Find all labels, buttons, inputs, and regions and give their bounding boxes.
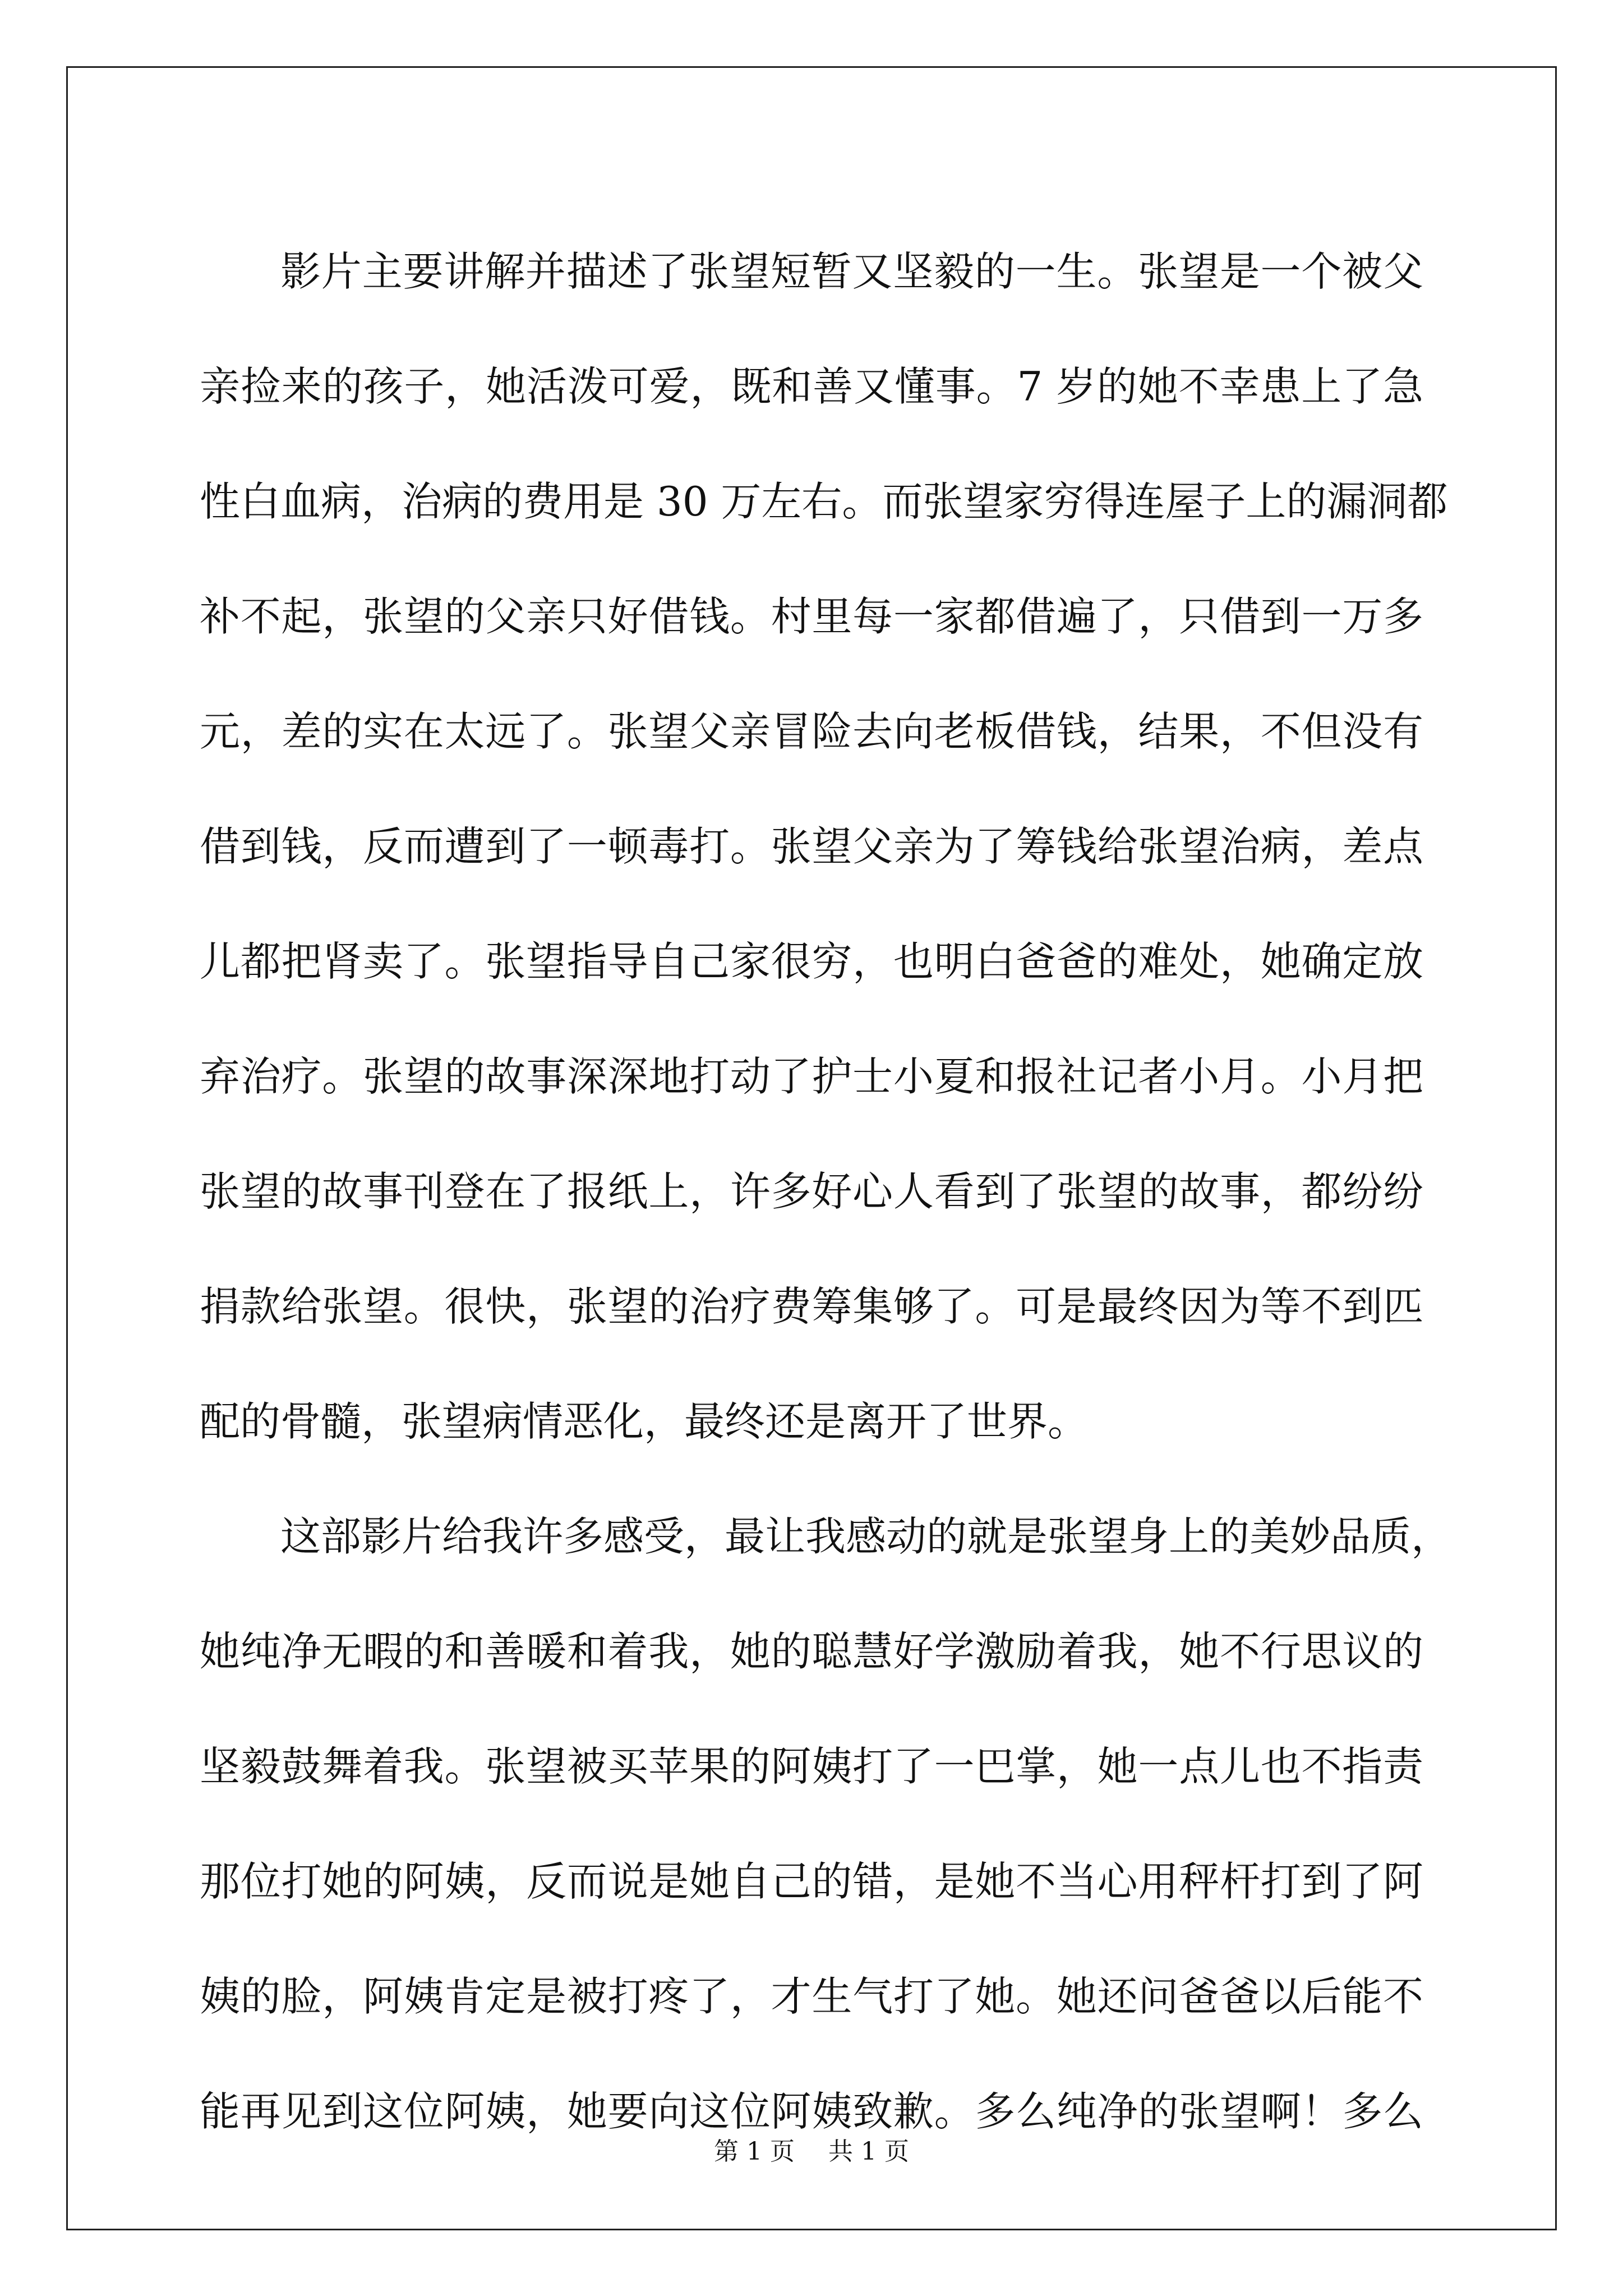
text-line: 影片主要讲解并描述了张望短暂又坚毅的一生。张望是一个被父	[280, 248, 1423, 295]
text-line: 借到钱，反而遭到了一顿毒打。张望父亲为了筹钱给张望治病，差点	[200, 823, 1423, 870]
text-line: 配的骨髓，张望病情恶化，最终还是离开了世界。	[200, 1398, 1089, 1445]
text-line: 张望的故事刊登在了报纸上，许多好心人看到了张望的故事，都纷纷	[200, 1168, 1423, 1215]
text-line: 捐款给张望。很快，张望的治疗费筹集够了。可是最终因为等不到匹	[200, 1283, 1423, 1330]
text-line: 这部影片给我许多感受，最让我感动的就是张望身上的美妙品质，	[280, 1513, 1452, 1560]
paragraph-2	[200, 1479, 1452, 2169]
text-line: 补不起，张望的父亲只好借钱。村里每一家都借遍了，只借到一万多	[200, 593, 1423, 640]
text-line: 姨的脸，阿姨肯定是被打疼了，才生气打了她。她还问爸爸以后能不	[200, 1973, 1423, 2020]
text-line: 坚毅鼓舞着我。张望被买苹果的阿姨打了一巴掌，她一点儿也不指责	[200, 1743, 1423, 1790]
text-line: 元，差的实在太远了。张望父亲冒险去向老板借钱，结果，不但没有	[200, 708, 1423, 755]
text-line: 性白血病，治病的费用是 30 万左右。而张望家穷得连屋子上的漏洞都	[200, 478, 1448, 525]
text-line: 亲捡来的孩子，她活泼可爱，既和善又懂事。7 岁的她不幸患上了急	[200, 363, 1423, 410]
page-number: 第 1 页	[714, 2137, 795, 2166]
paragraph-1	[200, 214, 1448, 1479]
text-line: 能再见到这位阿姨，她要向这位阿姨致歉。多么纯净的张望啊！多么	[200, 2088, 1423, 2135]
text-line: 她纯净无暇的和善暖和着我，她的聪慧好学激励着我，她不行思议的	[200, 1628, 1423, 1675]
page-total: 共 1 页	[828, 2137, 909, 2166]
text-line: 弃治疗。张望的故事深深地打动了护士小夏和报社记者小月。小月把	[200, 1053, 1423, 1100]
text-line: 那位打她的阿姨，反而说是她自己的错，是她不当心用秤杆打到了阿	[200, 1858, 1423, 1905]
document-body	[200, 214, 1452, 2169]
page-footer	[0, 2135, 1623, 2169]
text-line: 儿都把肾卖了。张望指导自己家很穷，也明白爸爸的难处，她确定放	[200, 938, 1423, 985]
